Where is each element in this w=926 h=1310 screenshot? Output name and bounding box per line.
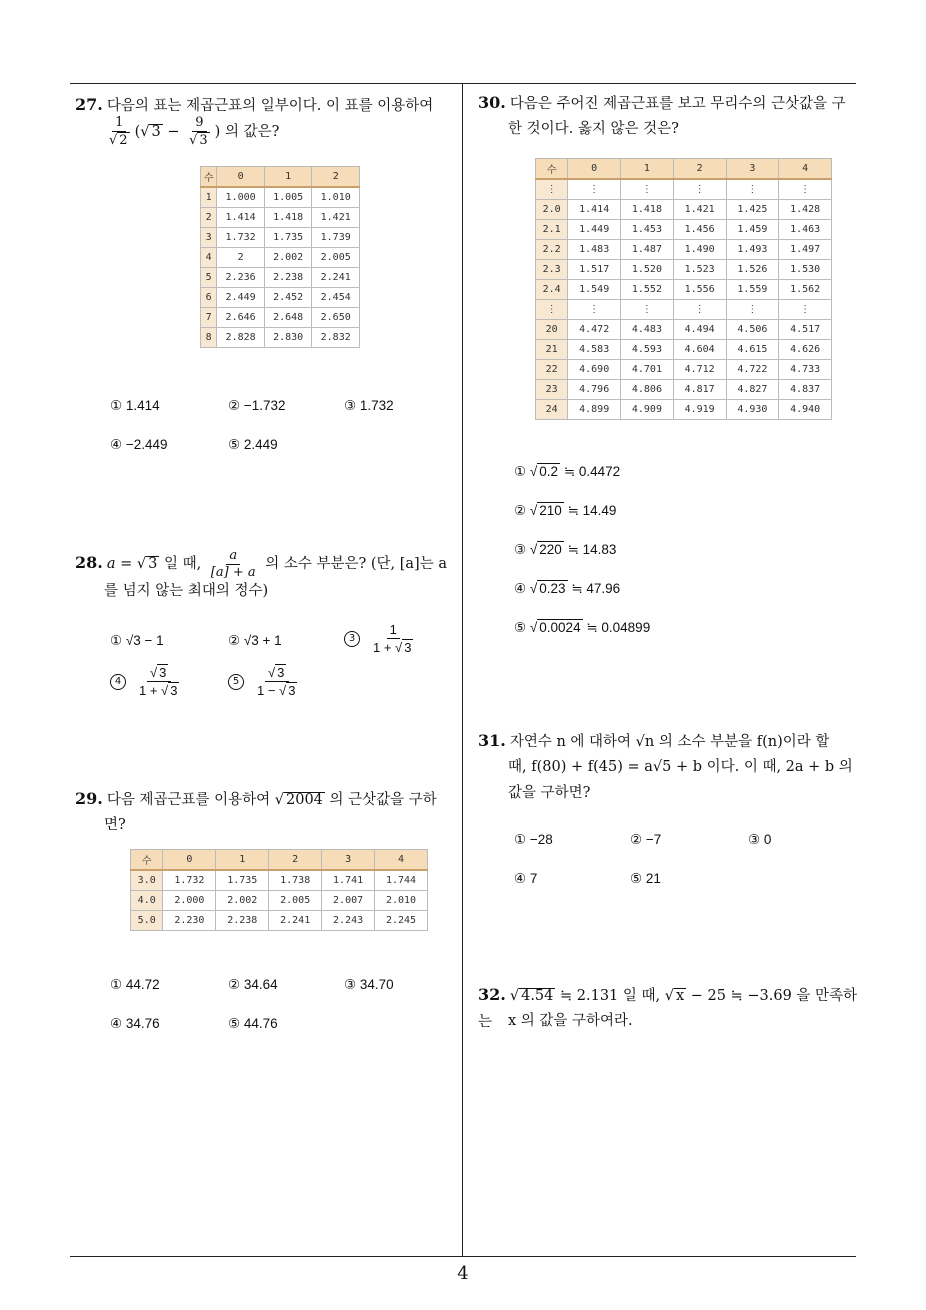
table-cell: 2.243 [322,911,375,931]
table-cell: 4.604 [673,340,726,360]
table-cell: 2.238 [264,268,312,288]
table-cell: 1.556 [673,280,726,300]
table-header-cell: 수 [201,167,217,188]
question-30-line2 [508,116,679,142]
question-text: 의 근삿값을 구하 [329,792,437,808]
option-value: ≒ 14.49 [563,503,617,518]
table-cell: 5.0 [131,911,163,931]
table-cell: 1.738 [269,870,322,891]
table-cell: 4.817 [673,380,726,400]
table-row [536,280,832,300]
table-cell: 4 [201,248,217,268]
table-cell: 2.4 [536,280,568,300]
option-label: ① [514,464,530,479]
table-cell: 1.483 [568,240,621,260]
table-row [536,400,832,420]
table-cell: 2.828 [217,328,265,348]
table-row [536,220,832,240]
table-cell: 4.472 [568,320,621,340]
table-cell: 3 [201,228,217,248]
option-5[interactable]: ⑤ 44.76 [228,1016,278,1031]
table-row [536,300,832,320]
option-3[interactable]: ③ 0 [748,832,772,847]
table-header-cell: 0 [568,159,621,180]
table-row [536,340,832,360]
table-row [201,228,360,248]
table-cell: ⋮ [621,179,674,200]
question-text: − 25 ≒ −3.69 을 만족하는 [478,988,858,1030]
table-cell: 1.414 [217,208,265,228]
table-cell: 1.559 [726,280,779,300]
question-text: 때, f(80) + f(45) = a√5 + b 이다. 이 때, 2a + b 의 [508,759,853,775]
table-cell: 4.940 [779,400,832,420]
question-text: 의 값은? [224,124,280,140]
option-5[interactable]: 5 $\frac{√ 3}{1 - √ 3}$ [228,664,302,699]
option-5[interactable]: ⑤ √ 0.0024 ≒ 0.04899 [514,620,651,635]
option-5[interactable]: ⑤ 21 [630,871,661,886]
question-number: 27. [75,95,103,114]
table-cell: 1.010 [312,187,360,208]
table-header-cell: 4 [375,850,428,871]
table-row [536,320,832,340]
question-30 [478,90,868,117]
table-cell: 1.487 [621,240,674,260]
radicand: 0.0024 [539,620,581,635]
question-number: 28. [75,553,103,572]
table-cell: 1.526 [726,260,779,280]
table-cell: 5 [201,268,217,288]
table-cell: 2.832 [312,328,360,348]
table-row [536,240,832,260]
table-cell: 1.418 [264,208,312,228]
option-4[interactable]: 4 $\frac{√ 3}{1 + √ 3}$ [110,664,184,699]
table-row [201,208,360,228]
radicand: 210 [539,503,562,518]
square-root-table [200,166,360,348]
question-28-line2 [104,578,268,604]
table-cell: ⋮ [536,300,568,320]
table-row [131,891,428,911]
table-cell: 2.1 [536,220,568,240]
question-text: 다음은 주어진 제곱근표를 보고 무리수의 근삿값을 구 [509,96,846,112]
table-cell: 2.238 [216,911,269,931]
table-cell: 2.230 [163,911,216,931]
question-number: 29. [75,789,103,808]
table-header-cell: 수 [536,159,568,180]
question-number: 31. [478,731,506,750]
question-31 [478,728,868,755]
option-1[interactable]: ① √3 − 1 [110,633,164,648]
table-cell: 1.497 [779,240,832,260]
question-32-line2 [508,1008,633,1034]
table-cell: 1.490 [673,240,726,260]
table-cell: 1.463 [779,220,832,240]
table-cell: 2.650 [312,308,360,328]
table-cell: ⋮ [621,300,674,320]
table-header-cell: 0 [163,850,216,871]
question-29-line2 [104,812,126,838]
question-text: 일 때, [163,556,202,572]
table-row [201,268,360,288]
option-1[interactable]: ① 44.72 [110,977,160,992]
option-3[interactable]: ③ 1.732 [344,398,394,413]
table-cell: ⋮ [779,300,832,320]
table-cell: 4.722 [726,360,779,380]
option-2[interactable]: ② 34.64 [228,977,278,992]
table-cell: 1.530 [779,260,832,280]
question-31-line2 [508,754,853,780]
option-3[interactable]: ③ 34.70 [344,977,394,992]
option-2[interactable]: ② √ 210 ≒ 14.49 [514,503,617,518]
option-2[interactable]: ② −7 [630,832,662,847]
table-cell: 2.007 [322,891,375,911]
option-label: ⑤ [514,620,530,635]
table-cell: 1.520 [621,260,674,280]
radicand: 0.2 [539,464,559,479]
option-value: ≒ 47.96 [567,581,621,596]
table-cell: 1.000 [217,187,265,208]
table-row [131,870,428,891]
table-cell: 1.414 [568,200,621,220]
table-header-cell: 2 [269,850,322,871]
table-cell: 4.615 [726,340,779,360]
question-text: 면? [104,817,126,833]
table-cell: 3.0 [131,870,163,891]
table-cell: ⋮ [568,179,621,200]
table-cell: 20 [536,320,568,340]
table-cell: 4.483 [621,320,674,340]
table-cell: 1.456 [673,220,726,240]
table-cell: 2.3 [536,260,568,280]
table-cell: 1.739 [312,228,360,248]
table-cell: 4.583 [568,340,621,360]
table-cell: 22 [536,360,568,380]
table-row [201,308,360,328]
option-1[interactable]: ① 1.414 [110,398,160,413]
table-cell: 1.517 [568,260,621,280]
table-cell: 2.241 [312,268,360,288]
fraction: $\frac{9}{√ 3}$ [189,115,208,148]
table-cell: 4.701 [621,360,674,380]
table-row [536,360,832,380]
page-number: 4 [457,1263,469,1284]
table-cell: 1.005 [264,187,312,208]
question-text: 의 소수 부분은? (단, [a]는 a [265,556,447,572]
table-header-cell: 수 [131,850,163,871]
table-cell: ⋮ [673,300,726,320]
table-cell: 4.494 [673,320,726,340]
table-cell: 2.452 [264,288,312,308]
table-header-cell: 3 [322,850,375,871]
question-27-expression: $\frac{1}{√ 2}$ (√ 3 − $\frac{9}{√ 3}$ ) 의 값은? [104,112,464,152]
table-cell: 8 [201,328,217,348]
option-3[interactable]: ③ √ 220 ≒ 14.83 [514,542,617,557]
table-header-cell: 1 [621,159,674,180]
radicand: 220 [539,542,562,557]
table-cell: 7 [201,308,217,328]
table-cell: 2 [201,208,217,228]
table-cell: 4.806 [621,380,674,400]
table-cell: 4.796 [568,380,621,400]
table-header-cell: 4 [779,159,832,180]
question-28: 28. a = √ 3 일 때, $\frac{a}{[a] + a}$ 의 소수 부분은? (단, [a]는 a [75,547,447,580]
table-cell: 2.000 [163,891,216,911]
column-divider [462,83,463,1257]
question-number: 32. [478,985,506,1004]
option-4[interactable]: ④ √ 0.23 ≒ 47.96 [514,581,621,596]
table-row [201,328,360,348]
table-row [201,187,360,208]
bottom-rule [70,1256,856,1257]
question-text: 다음의 표는 제곱근표의 일부이다. 이 표를 이용하여 [106,98,434,114]
fraction: $\frac{a}{[a] + a}$ [210,547,256,580]
table-cell: 2.454 [312,288,360,308]
option-label: ② [514,503,530,518]
question-31-line3 [508,780,590,806]
table-row [536,200,832,220]
table-cell: 1.453 [621,220,674,240]
table-header-cell: 1 [216,850,269,871]
table-cell: 1 [201,187,217,208]
table-cell: 1.421 [312,208,360,228]
table-cell: 21 [536,340,568,360]
table-cell: ⋮ [536,179,568,200]
option-4[interactable]: ④ 34.76 [110,1016,160,1031]
question-text: 자연수 n 에 대하여 √n 의 소수 부분을 f(n)이라 할 [509,734,830,750]
table-cell: 1.493 [726,240,779,260]
table-row [536,380,832,400]
question-text: x 의 값을 구하여라. [508,1013,633,1029]
table-cell: 4.517 [779,320,832,340]
table-cell: 4.593 [621,340,674,360]
question-text: 다음 제곱근표를 이용하여 [106,792,271,808]
table-cell: 2.0 [536,200,568,220]
table-cell: 1.744 [375,870,428,891]
option-1[interactable]: ① √ 0.2 ≒ 0.4472 [514,464,621,479]
table-cell: ⋮ [726,300,779,320]
top-rule [70,83,856,84]
question-text: 값을 구하면? [508,785,591,801]
table-cell: 1.732 [217,228,265,248]
table-header-cell: 0 [217,167,265,188]
table-cell: 1.735 [264,228,312,248]
table-cell: 2.646 [217,308,265,328]
table-cell: 4.712 [673,360,726,380]
table-cell: 1.552 [621,280,674,300]
square-root-table [130,849,428,931]
table-row [201,248,360,268]
table-cell: ⋮ [779,179,832,200]
table-cell: 23 [536,380,568,400]
table-cell: 1.732 [163,870,216,891]
option-4[interactable]: ④ −2.449 [110,437,168,452]
table-cell: 2 [217,248,265,268]
question-32: 32. √ 4.54 ≒ 2.131 일 때, √ x − 25 ≒ −3.69 을 만족하는 [478,985,858,1030]
question-text: ≒ 2.131 일 때, [560,988,661,1004]
table-cell: 24 [536,400,568,420]
table-cell: 2.245 [375,911,428,931]
table-cell: 6 [201,288,217,308]
option-2[interactable]: ② √3 + 1 [228,633,282,648]
table-cell: 1.735 [216,870,269,891]
table-row [536,179,832,200]
table-cell: 2.002 [216,891,269,911]
table-cell: 2.005 [312,248,360,268]
table-cell: 1.421 [673,200,726,220]
radicand: 0.23 [539,581,566,596]
table-row [201,288,360,308]
question-text: 를 넘지 않는 최대의 정수) [104,583,269,599]
table-cell: 1.741 [322,870,375,891]
question-text: 한 것이다. 옳지 않은 것은? [508,121,679,137]
table-cell: 2.005 [269,891,322,911]
table-cell: 4.690 [568,360,621,380]
table-cell: 2.648 [264,308,312,328]
table-cell: 1.523 [673,260,726,280]
table-cell: 1.428 [779,200,832,220]
option-label: ④ [514,581,530,596]
table-cell: ⋮ [568,300,621,320]
table-cell: 4.899 [568,400,621,420]
table-cell: 2.010 [375,891,428,911]
table-header-cell: 1 [264,167,312,188]
table-cell: 1.562 [779,280,832,300]
table-cell: 2.241 [269,911,322,931]
table-cell: 2.830 [264,328,312,348]
table-cell: 4.0 [131,891,163,911]
option-value: ≒ 0.04899 [582,620,651,635]
table-cell: 4.626 [779,340,832,360]
table-cell: 1.418 [621,200,674,220]
table-cell: ⋮ [726,179,779,200]
table-header-cell: 2 [312,167,360,188]
option-value: ≒ 0.4472 [560,464,621,479]
table-cell: 1.549 [568,280,621,300]
table-cell: 4.733 [779,360,832,380]
table-cell: 2.002 [264,248,312,268]
fraction: $\frac{1}{√ 2}$ [109,115,128,148]
table-cell: 1.449 [568,220,621,240]
option-2[interactable]: ② −1.732 [228,398,286,413]
option-5[interactable]: ⑤ 2.449 [228,437,278,452]
option-label: ③ [514,542,530,557]
table-header-cell: 2 [673,159,726,180]
table-cell: 4.837 [779,380,832,400]
question-29: 29. 다음 제곱근표를 이용하여 √ 2004 의 근삿값을 구하 [75,789,437,808]
table-cell: 4.909 [621,400,674,420]
table-header-cell: 3 [726,159,779,180]
option-4[interactable]: ④ 7 [514,871,538,886]
table-cell: 2.236 [217,268,265,288]
option-value: ≒ 14.83 [563,542,617,557]
table-row [536,260,832,280]
table-cell: ⋮ [673,179,726,200]
table-row [131,911,428,931]
table-cell: 2.2 [536,240,568,260]
table-cell: 4.919 [673,400,726,420]
square-root-table [535,158,832,420]
option-1[interactable]: ① −28 [514,832,553,847]
question-number: 30. [478,93,506,112]
table-cell: 2.449 [217,288,265,308]
table-cell: 1.425 [726,200,779,220]
table-cell: 4.827 [726,380,779,400]
table-cell: 1.459 [726,220,779,240]
table-cell: 4.506 [726,320,779,340]
option-3[interactable]: 3 $\frac{1}{1 + √ 3}$ [344,622,418,656]
table-cell: 4.930 [726,400,779,420]
